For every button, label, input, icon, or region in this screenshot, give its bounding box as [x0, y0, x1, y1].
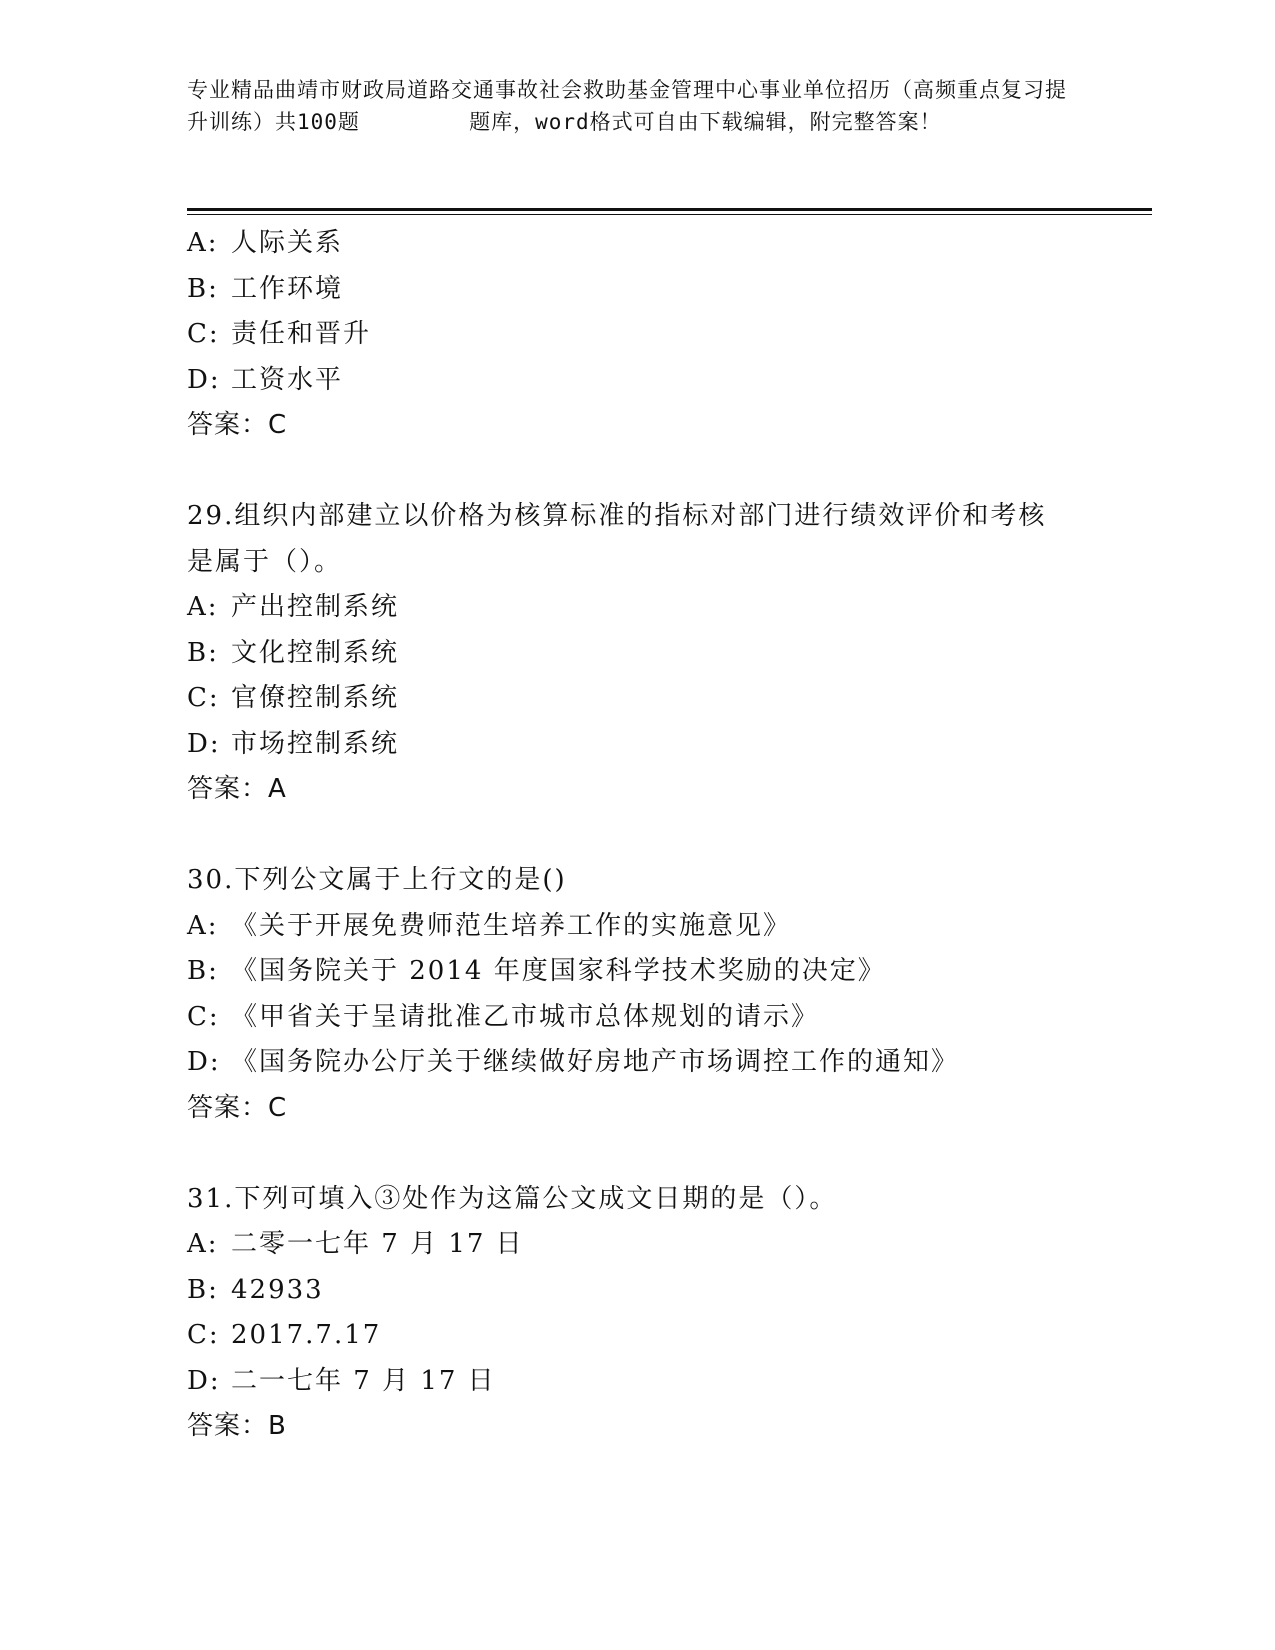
document-header: 专业精品曲靖市财政局道路交通事故社会救助基金管理中心事业单位招历（高频重点复习提升训练）共100题 题库，word格式可自由下载编辑，附完整答案！	[187, 78, 1067, 134]
option-d	[187, 722, 1147, 768]
option-text: 产出控制系统	[231, 592, 400, 622]
option-text: 文化控制系统	[231, 637, 400, 668]
option-letter: D:	[187, 728, 221, 759]
option-text: 《甲省关于呈请批准乙市城市总体规划的请示》	[231, 1001, 820, 1032]
option-a	[187, 1222, 1147, 1268]
option-c	[187, 995, 1147, 1041]
answer-line: 答案：B	[187, 1411, 287, 1441]
option-text: 2017.7.17	[231, 1320, 382, 1350]
option-letter: B:	[187, 273, 219, 304]
option-text: 人际关系	[231, 228, 344, 258]
option-letter: A:	[187, 228, 219, 258]
option-letter: A:	[187, 1229, 219, 1259]
answer-line: 答案：C	[187, 1092, 288, 1123]
option-d	[187, 1040, 1147, 1086]
header-rule-thick	[187, 208, 1152, 211]
question-stem: 29.组织内部建立以价格为核算标准的指标对部门进行绩效评价和考核	[187, 501, 1047, 531]
header-rule-thin	[187, 214, 1152, 215]
option-text: 工作环境	[231, 273, 344, 304]
option-text: 市场控制系统	[231, 728, 400, 759]
question-stem: 30.下列公文属于上行文的是()	[187, 865, 567, 895]
option-d	[187, 358, 1147, 404]
option-b	[187, 267, 1147, 313]
option-text: 二一七年 7 月 17 日	[231, 1365, 496, 1396]
option-letter: C:	[187, 683, 220, 713]
option-text: 42933	[231, 1274, 324, 1305]
option-c	[187, 312, 1147, 358]
option-d	[187, 1359, 1147, 1405]
option-letter: C:	[187, 1001, 220, 1032]
option-letter: A:	[187, 592, 219, 622]
option-letter: C:	[187, 1320, 220, 1350]
option-letter: D:	[187, 1365, 221, 1396]
option-text: 二零一七年 7 月 17 日	[231, 1229, 524, 1259]
question-block-29	[187, 494, 1147, 813]
option-letter: D:	[187, 1047, 221, 1077]
option-text: 责任和晋升	[231, 319, 372, 349]
option-text: 《国务院办公厅关于继续做好房地产市场调控工作的通知》	[231, 1047, 960, 1077]
option-letter: C:	[187, 319, 220, 349]
question-stem-continued: 是属于（）。	[187, 546, 343, 577]
option-text: 《国务院关于 2014 年度国家科学技术奖励的决定》	[231, 956, 886, 986]
option-c	[187, 1313, 1147, 1359]
question-list	[187, 221, 1147, 1450]
option-b	[187, 631, 1147, 677]
question-block-partial	[187, 221, 1147, 449]
option-letter: A:	[187, 910, 219, 941]
option-b	[187, 949, 1147, 995]
option-text: 工资水平	[231, 364, 344, 395]
option-text: 《关于开展免费师范生培养工作的实施意见》	[231, 910, 792, 941]
question-block-30	[187, 858, 1147, 1131]
option-letter: B:	[187, 1274, 219, 1305]
question-stem: 31.下列可填入③处作为这篇公文成文日期的是（）。	[187, 1183, 838, 1214]
option-a	[187, 904, 1147, 950]
answer-line: 答案：A	[187, 774, 287, 804]
option-letter: B:	[187, 637, 219, 668]
option-text: 官僚控制系统	[231, 683, 400, 713]
option-c	[187, 676, 1147, 722]
option-letter: B:	[187, 956, 219, 986]
option-a	[187, 585, 1147, 631]
option-b	[187, 1268, 1147, 1314]
answer-line: 答案：C	[187, 410, 288, 440]
option-letter: D:	[187, 364, 221, 395]
option-a	[187, 221, 1147, 267]
question-block-31	[187, 1177, 1147, 1450]
